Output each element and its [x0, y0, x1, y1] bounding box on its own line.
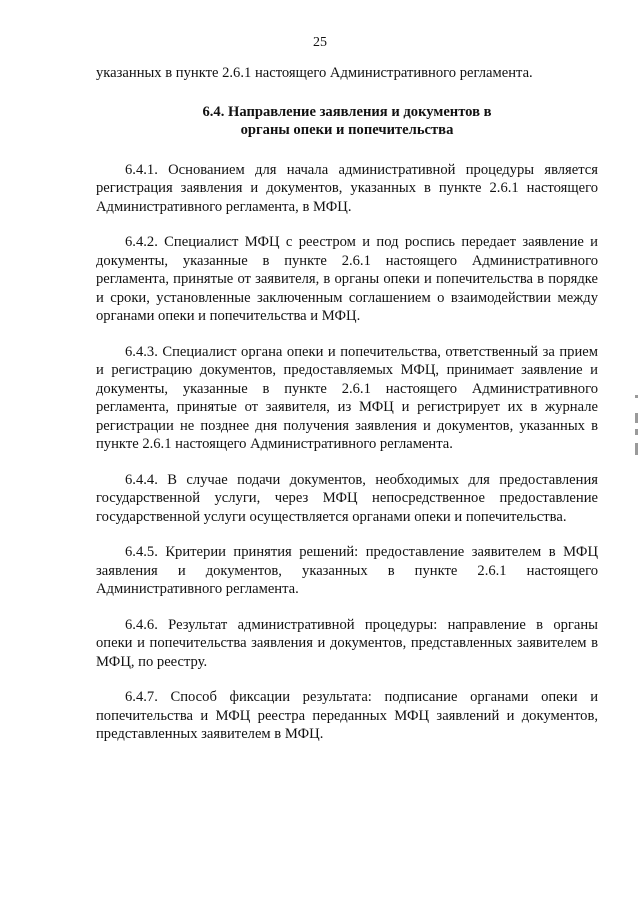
paragraph-6-4-2: 6.4.2. Специалист МФЦ с реестром и под роспись передает заявление и документы, указанные в пункте 2.6.1 настоящего Административного регламента, принятые от заявителя, в органы опеки и попечительства в порядке и сроки, установленные заключенным соглашением о взаимодействии между органами опеки и попечительства и МФЦ. [96, 234, 598, 324]
section-heading [96, 103, 598, 140]
paragraph-6-4-7: 6.4.7. Способ фиксации результата: подписание органами опеки и попечительства и МФЦ реестра переданных МФЦ заявлений и документов, представленных заявителем в МФЦ. [96, 689, 598, 742]
continuation-line: указанных в пункте 2.6.1 настоящего Административного регламента. [96, 65, 533, 81]
page-number: 25 [313, 35, 327, 50]
paragraph-6-4-3: 6.4.3. Специалист органа опеки и попечительства, ответственный за прием и регистрацию документов, предоставляемых МФЦ, принимает заявление и документы, указанные в пункте 2.6.1 настоящего Административного регламента, принятые от заявителя, из МФЦ и регистрирует их в журнале регистрации не позднее дня получения заявления и документов, указанных в пункте 2.6.1 настоящего Административного регламента. [96, 343, 598, 452]
scan-edge-mark [635, 395, 638, 455]
paragraph-6-4-1: 6.4.1. Основанием для начала административной процедуры является регистрация заявления и документов, указанных в пункте 2.6.1 настоящего Административного регламента, в МФЦ. [96, 161, 598, 215]
paragraph-6-4-4: 6.4.4. В случае подачи документов, необходимых для предоставления государственной услуги, через МФЦ непосредственное предоставление государственной услуги осуществляется органами опеки и попечительства. [96, 471, 598, 525]
document-body [96, 64, 598, 761]
paragraph-6-4-6: 6.4.6. Результат административной процедуры: направление в органы опеки и попечительства заявления и документов, представленных заявителем в МФЦ, по реестру. [96, 616, 598, 670]
paragraph-6-4-5: 6.4.5. Критерии принятия решений: предоставление заявителем в МФЦ заявления и документов, указанных в пункте 2.6.1 настоящего Административного регламента. [96, 544, 598, 597]
section-heading-line-1: 6.4. Направление заявления и документов в [202, 103, 492, 120]
section-heading-line-2: органы опеки и попечительства [240, 122, 454, 138]
